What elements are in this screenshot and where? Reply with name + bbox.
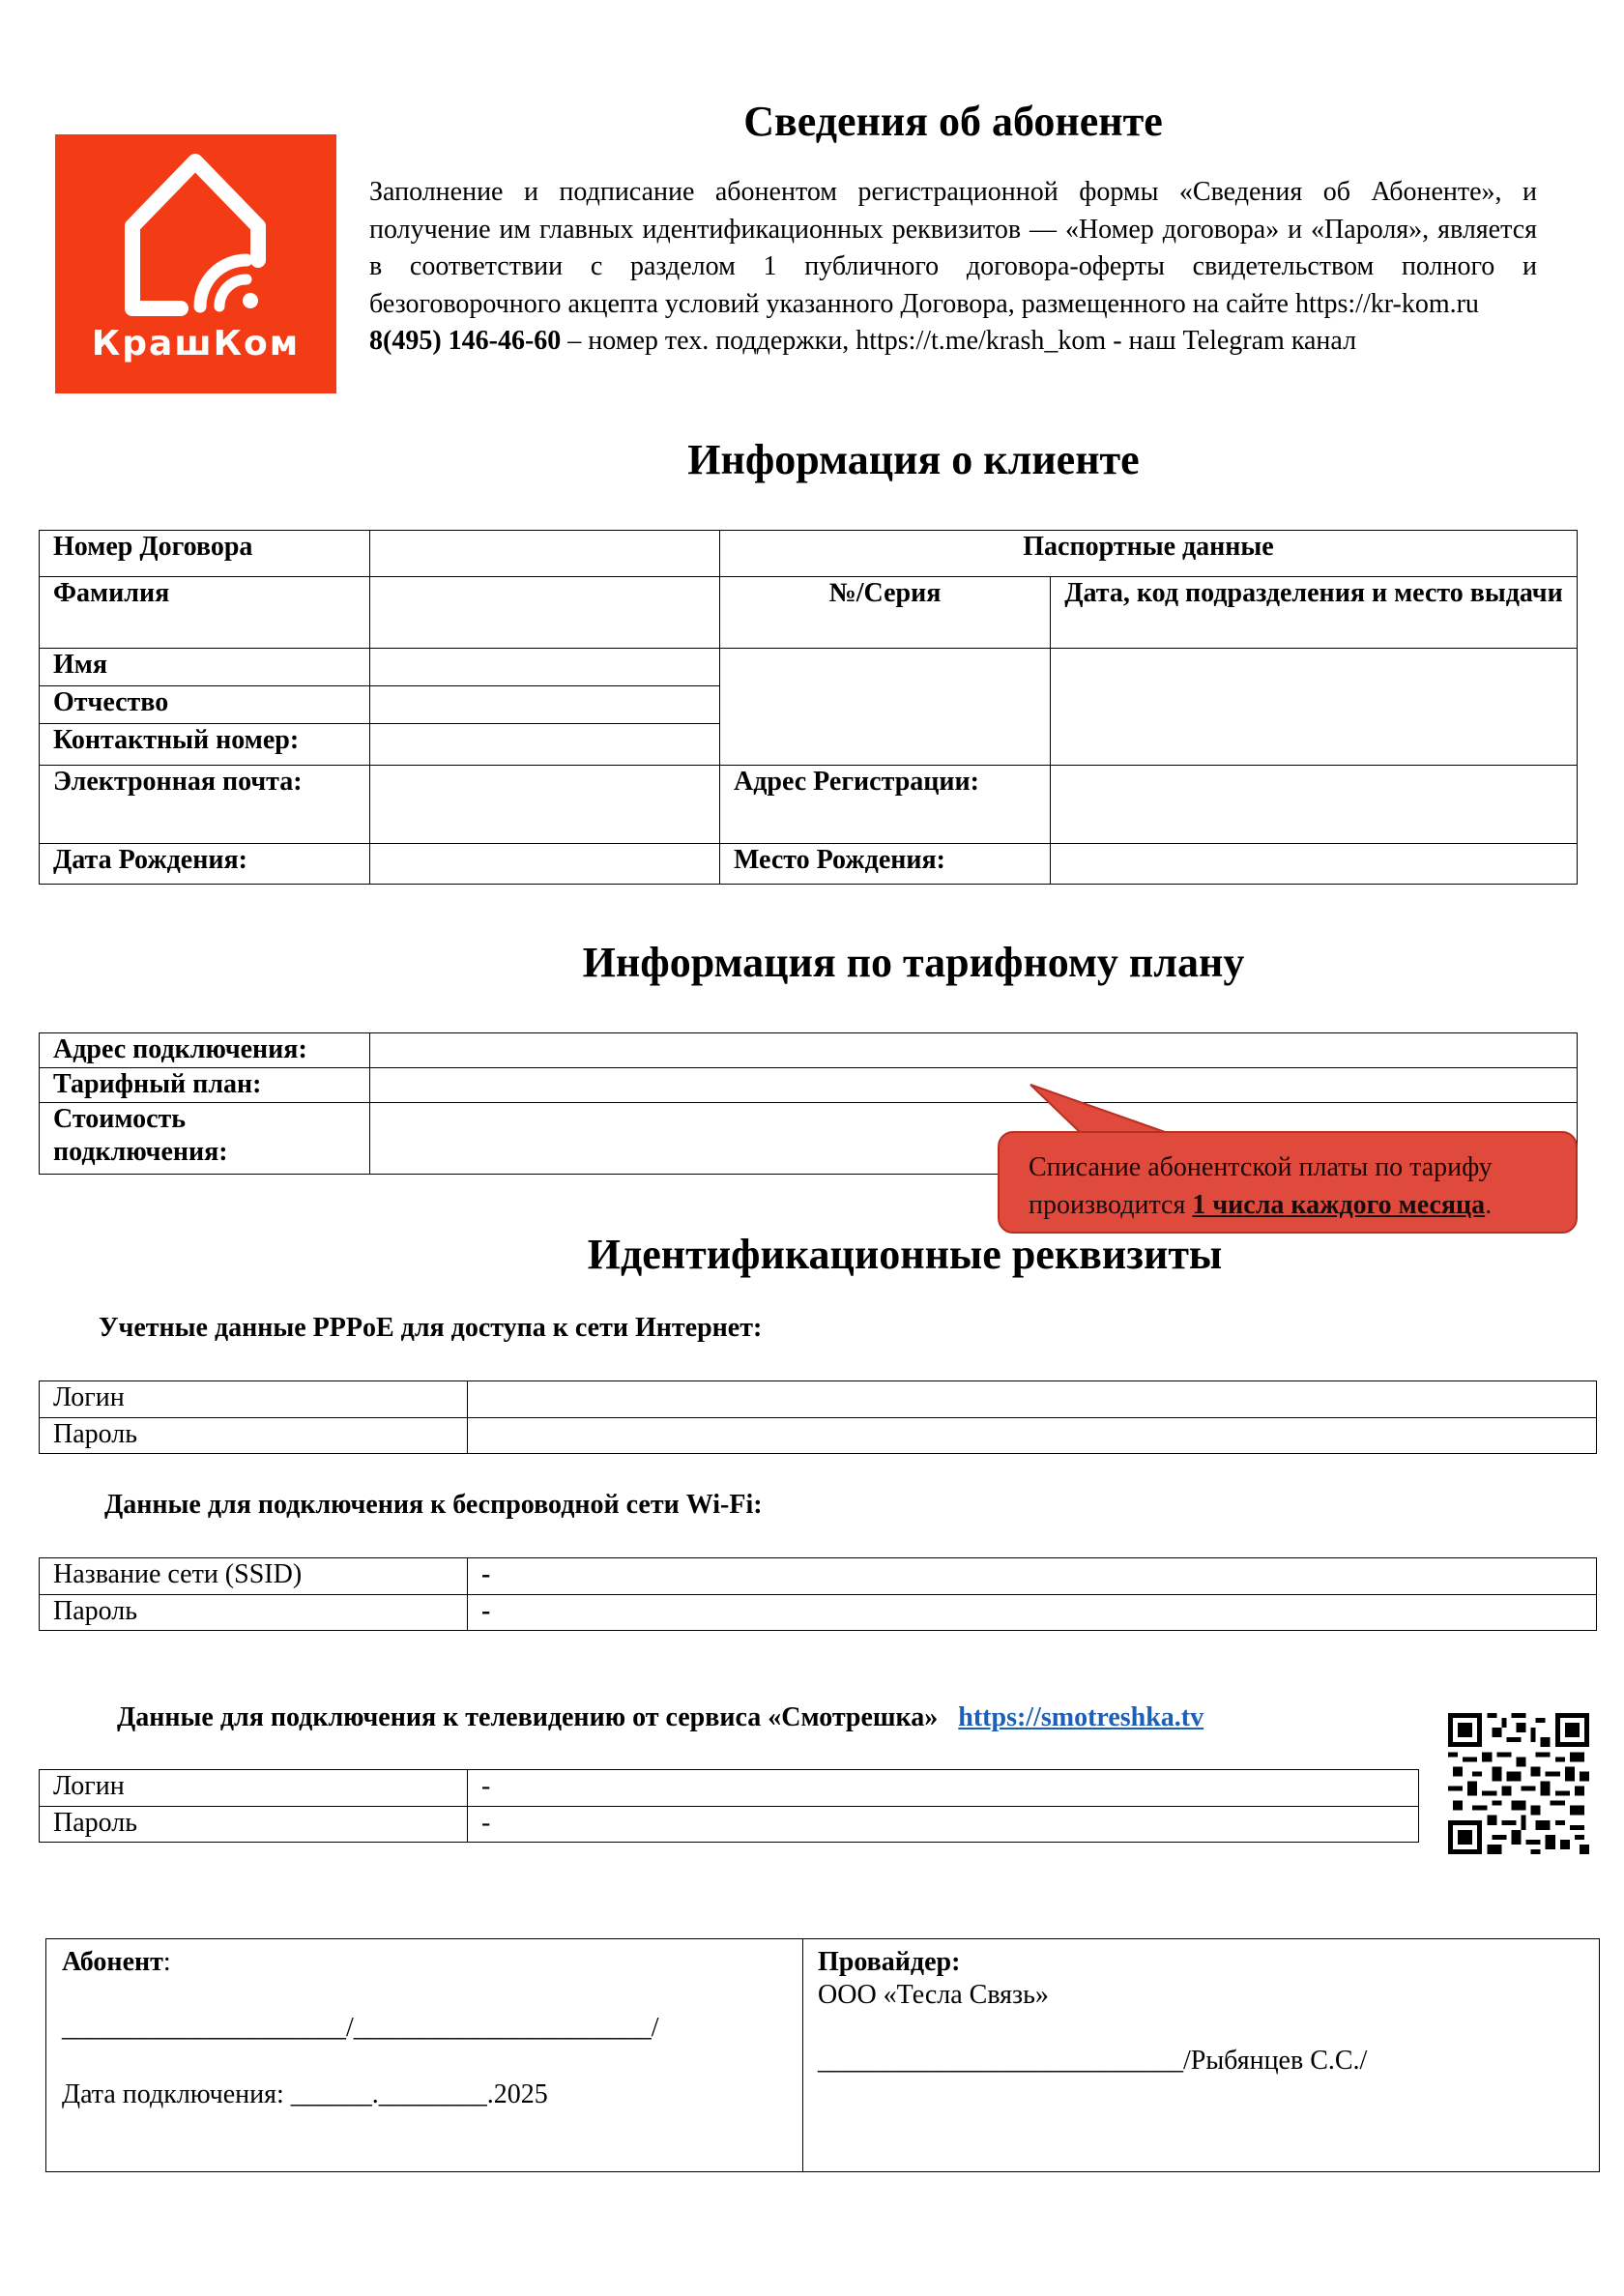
tv-table [39,1769,1419,1843]
patronymic-field[interactable] [370,686,720,724]
tv-login-label: Логин [40,1770,468,1807]
tv-heading: Данные для подключения к телевидению от сервиса «Смотрешка» [117,1702,939,1732]
wifi-password-value[interactable]: - [468,1595,1597,1631]
wifi-ssid-value[interactable]: - [468,1558,1597,1595]
surname-field[interactable] [370,577,720,649]
wifi-ssid-label: Название сети (SSID) [40,1558,468,1595]
connection-date[interactable]: Дата подключения: ______.________.2025 [62,2079,548,2109]
provider-column [818,1939,1581,2171]
credentials-title: Идентификационные реквизиты [587,1231,1223,1278]
phone-label: Контактный номер: [40,724,370,766]
page-title: Сведения об абоненте [743,98,1163,145]
reg-address-label: Адрес Регистрации: [720,766,1051,844]
wifi-password-label: Пароль [40,1595,468,1631]
tariff-plan-label: Тарифный план: [40,1068,370,1103]
tv-login-value[interactable]: - [468,1770,1419,1807]
smotreshka-link[interactable]: https://smotreshka.tv [958,1702,1204,1732]
support-phone: 8(495) 146-46-60 [369,326,562,356]
callout-end: . [1485,1190,1493,1220]
pppoe-password-label: Пароль [40,1418,468,1454]
support-text: – номер тех. поддержки, https://t.me/krash_kom - наш Telegram канал [561,326,1357,356]
tariff-title: Информация по тарифному плану [582,939,1245,986]
birth-date-field[interactable] [370,844,720,885]
subscriber-signature-line[interactable]: _____________________/______________________/ [62,2013,659,2043]
surname-label: Фамилия [40,577,370,649]
pppoe-login-field[interactable] [468,1381,1597,1418]
brand-logo [55,134,336,393]
subscriber-column [62,1939,787,2171]
birth-date-label: Дата Рождения: [40,844,370,885]
tv-heading-line [117,1702,1204,1733]
pppoe-table [39,1381,1597,1454]
subscriber-colon: : [162,1947,171,1977]
tv-password-value[interactable]: - [468,1807,1419,1843]
wifi-table [39,1557,1597,1631]
connection-address-field[interactable] [370,1033,1578,1068]
pppoe-password-field[interactable] [468,1418,1597,1454]
callout-text: Списание абонентской платы по тарифу производится [1029,1152,1493,1220]
birth-place-field[interactable] [1051,844,1578,885]
signature-block [45,1938,1600,2172]
wifi-heading: Данные для подключения к беспроводной сети Wi-Fi: [104,1490,763,1520]
intro-text: Заполнение и подписание абонентом регистрационной формы «Сведения об Абоненте», и получение им главных идентификационных реквизитов — «Номер договора» и «Пароля», является в соответствии с разделом 1 публичного договора-оферты свидетельством полного и безоговорочного акцепта условий указанного Договора, размещенного на сайте https://kr-kom.ru [369,177,1537,319]
first-name-label: Имя [40,649,370,686]
passport-issue-field[interactable] [1051,649,1578,766]
callout-highlight: 1 числа каждого месяца [1192,1190,1486,1220]
client-info-table [39,530,1578,885]
provider-name: ООО «Тесла Связь» [818,1980,1049,2010]
pppoe-heading: Учетные данные PPPoE для доступа к сети Интернет: [99,1313,763,1343]
phone-field[interactable] [370,724,720,766]
callout-pointer [1025,1081,1179,1135]
passport-issue-label: Дата, код подразделения и место выдачи [1051,577,1578,649]
subscriber-label: Абонент [62,1947,163,1977]
provider-signature-line[interactable]: ___________________________/Рыбянцев С.С./ [818,2046,1368,2076]
signature-divider [802,1939,803,2171]
passport-number-label: №/Серия [720,577,1051,649]
subscriber-label-line [62,1947,171,1978]
tariff-plan-field[interactable] [370,1068,1578,1103]
provider-label: Провайдер: [818,1947,961,1977]
patronymic-label: Отчество [40,686,370,724]
pppoe-login-label: Логин [40,1381,468,1418]
passport-number-field[interactable] [720,649,1051,766]
tv-password-label: Пароль [40,1807,468,1843]
passport-header: Паспортные данные [720,531,1578,577]
billing-callout [998,1131,1578,1234]
contract-number-field[interactable] [370,531,720,577]
connection-cost-label: Стоимость подключения: [40,1103,370,1175]
reg-address-field[interactable] [1051,766,1578,844]
client-info-title: Информация о клиенте [687,436,1140,483]
intro-block [369,174,1537,361]
email-field[interactable] [370,766,720,844]
first-name-field[interactable] [370,649,720,686]
birth-place-label: Место Рождения: [720,844,1051,885]
brand-name: КрашКом [91,324,301,363]
contract-number-label: Номер Договора [40,531,370,577]
qr-code-icon[interactable] [1448,1713,1589,1854]
support-line [369,323,1537,361]
connection-address-label: Адрес подключения: [40,1033,370,1068]
email-label: Электронная почта: [40,766,370,844]
